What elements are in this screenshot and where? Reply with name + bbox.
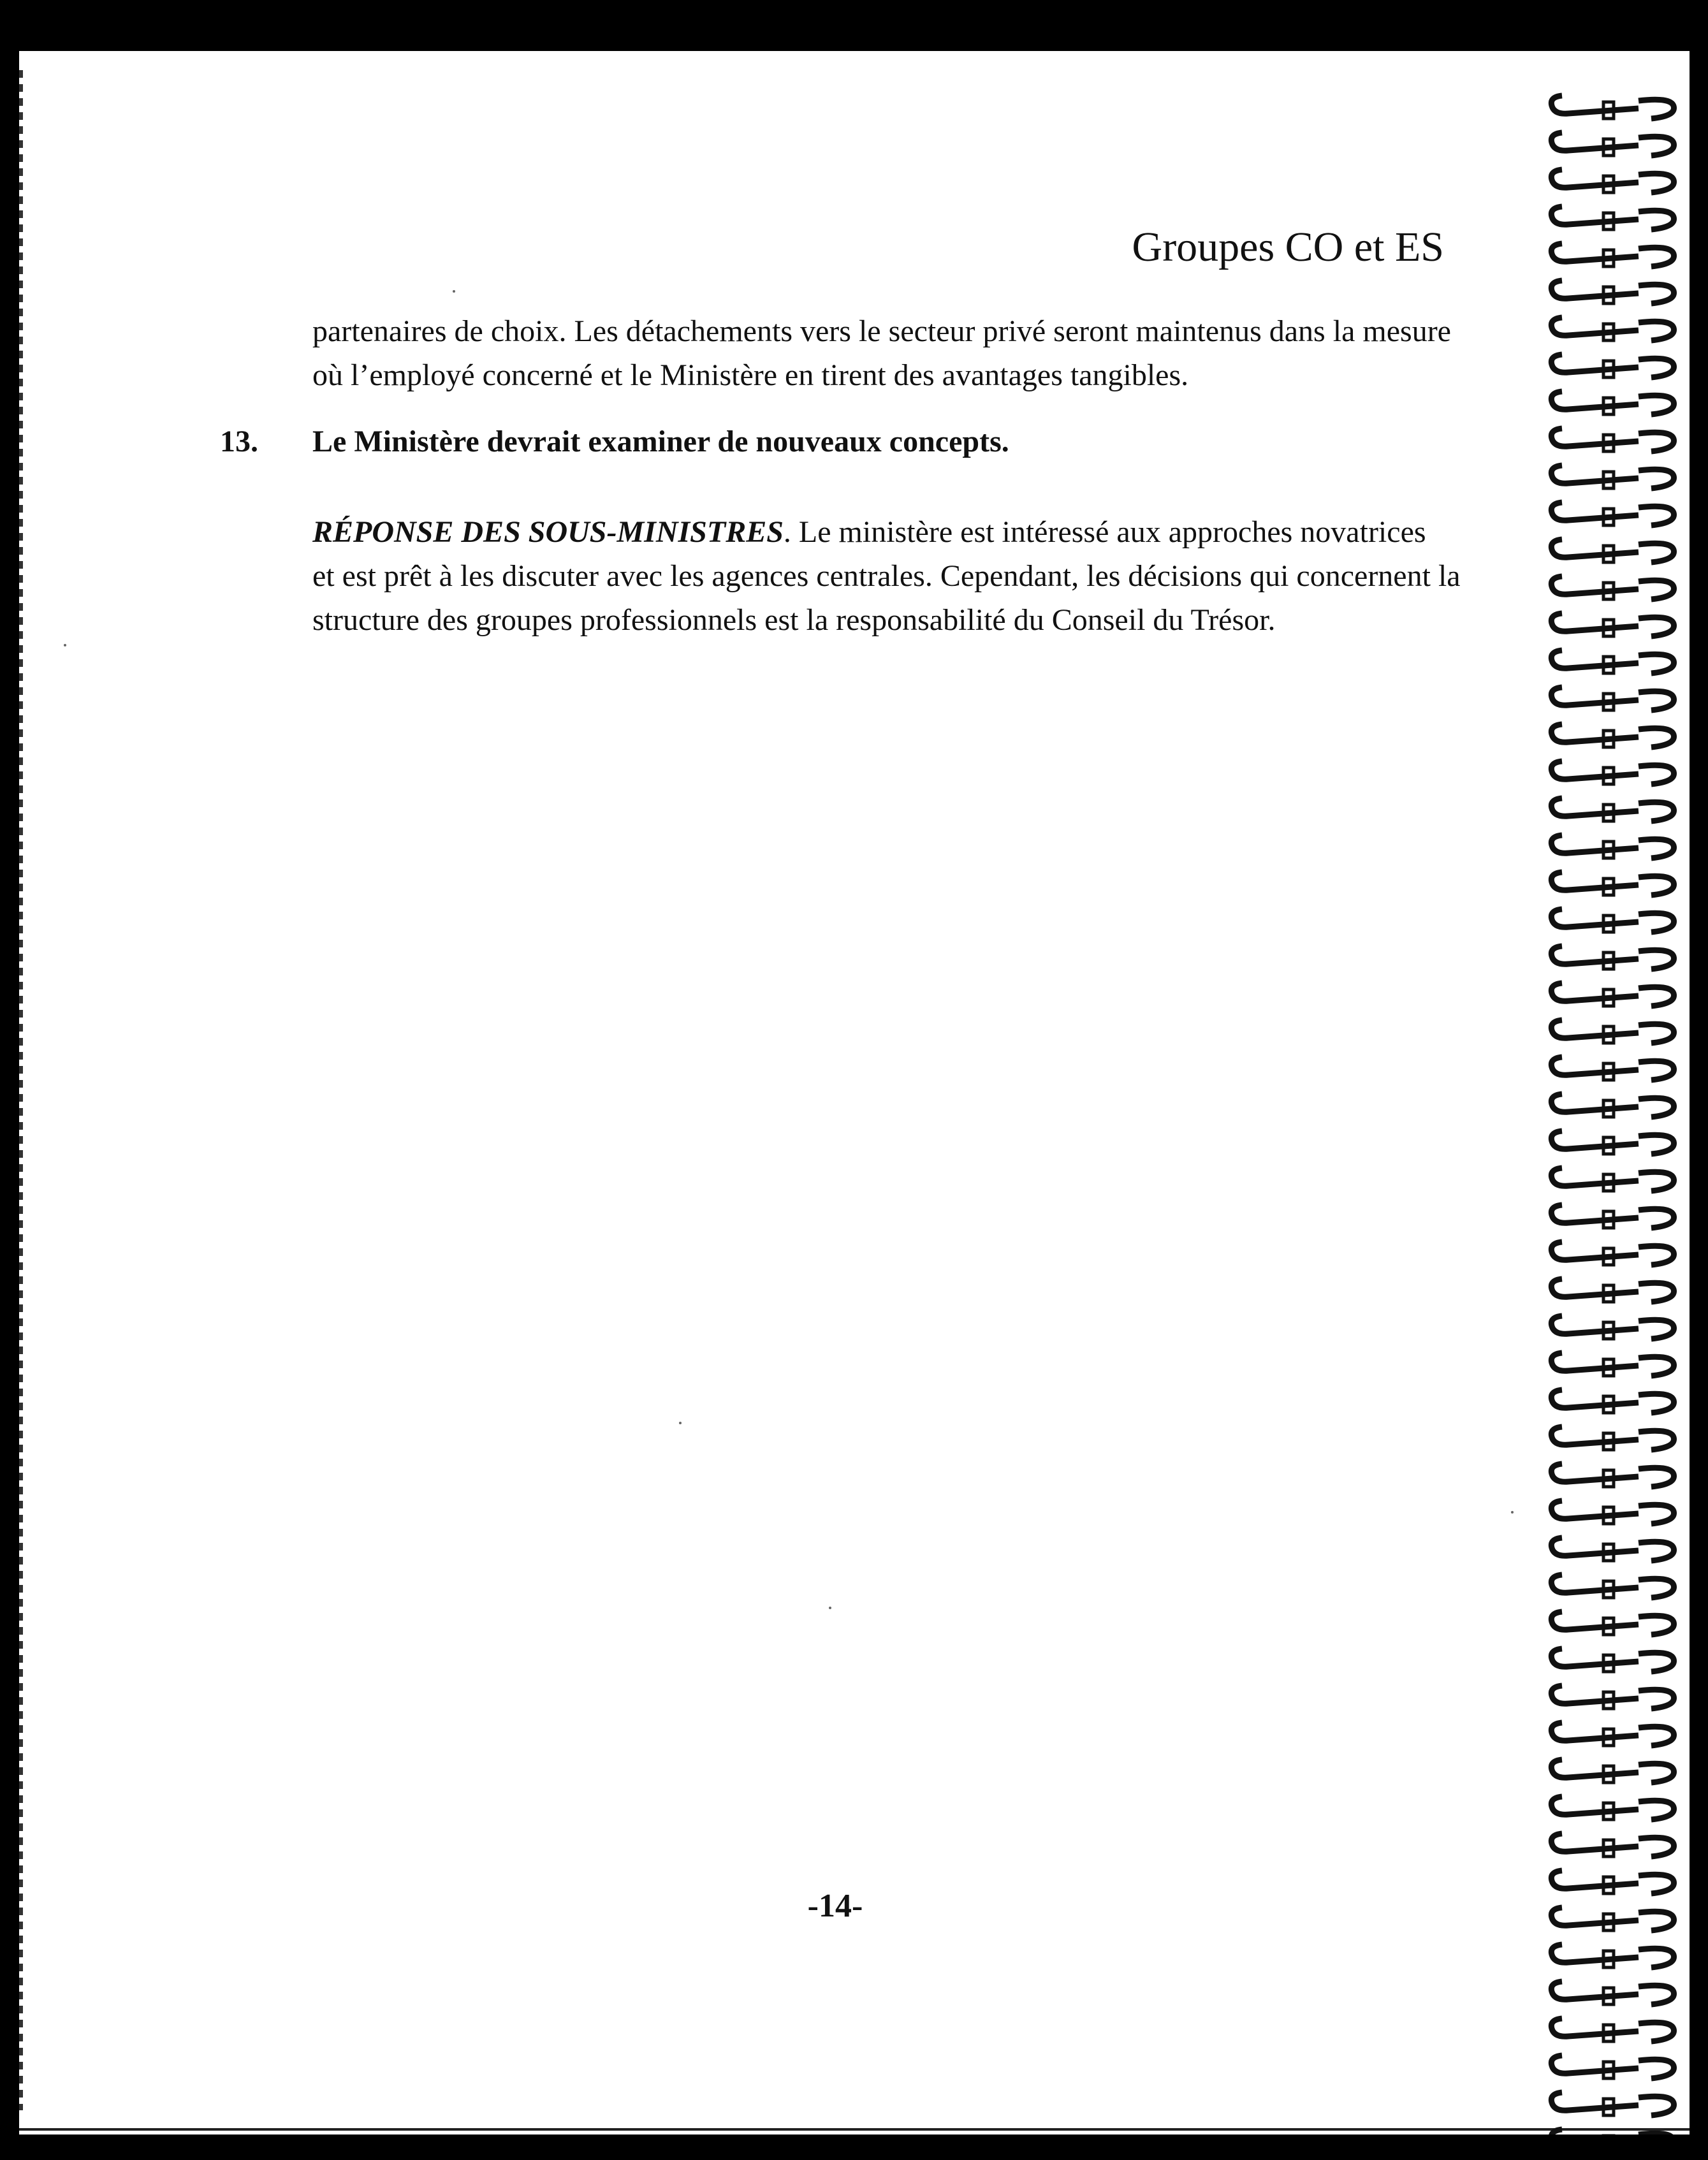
response-line: et est prêt à les discuter avec les agences centrales. Cependant, les décisions qui concernent la bbox=[312, 559, 1461, 593]
scan-speck bbox=[679, 1422, 682, 1424]
scan-speck bbox=[829, 1607, 831, 1609]
item-heading: Le Ministère devrait examiner de nouveaux concepts. bbox=[312, 425, 1009, 458]
response-line bbox=[312, 510, 1575, 554]
page-number: -14- bbox=[807, 1888, 863, 1924]
page-header: Groupes CO et ES bbox=[1132, 224, 1444, 270]
page-left-edge bbox=[19, 70, 23, 2110]
scan-speck bbox=[1511, 1511, 1514, 1514]
paragraph-line: partenaires de choix. Les détachements vers le secteur privé seront maintenus dans la mesure bbox=[312, 314, 1451, 348]
spiral-binding-icon bbox=[1543, 89, 1690, 2134]
item-number: 13. bbox=[220, 425, 258, 458]
page-bottom-edge bbox=[19, 2128, 1690, 2131]
paragraph-line: où l’employé concerné et le Ministère en tirent des avantages tangibles. bbox=[312, 358, 1189, 392]
scan-speck bbox=[453, 290, 455, 293]
response-text: . Le ministère est intéressé aux approches novatrices bbox=[783, 515, 1426, 549]
response-line: structure des groupes professionnels est la responsabilité du Conseil du Trésor. bbox=[312, 603, 1276, 637]
recommendation-item bbox=[220, 424, 1559, 459]
response-paragraph bbox=[312, 510, 1575, 642]
paragraph-continuation bbox=[312, 309, 1575, 397]
scan-speck bbox=[64, 644, 66, 646]
response-lead: RÉPONSE DES SOUS-MINISTRES bbox=[312, 515, 784, 549]
document-page bbox=[19, 51, 1690, 2134]
